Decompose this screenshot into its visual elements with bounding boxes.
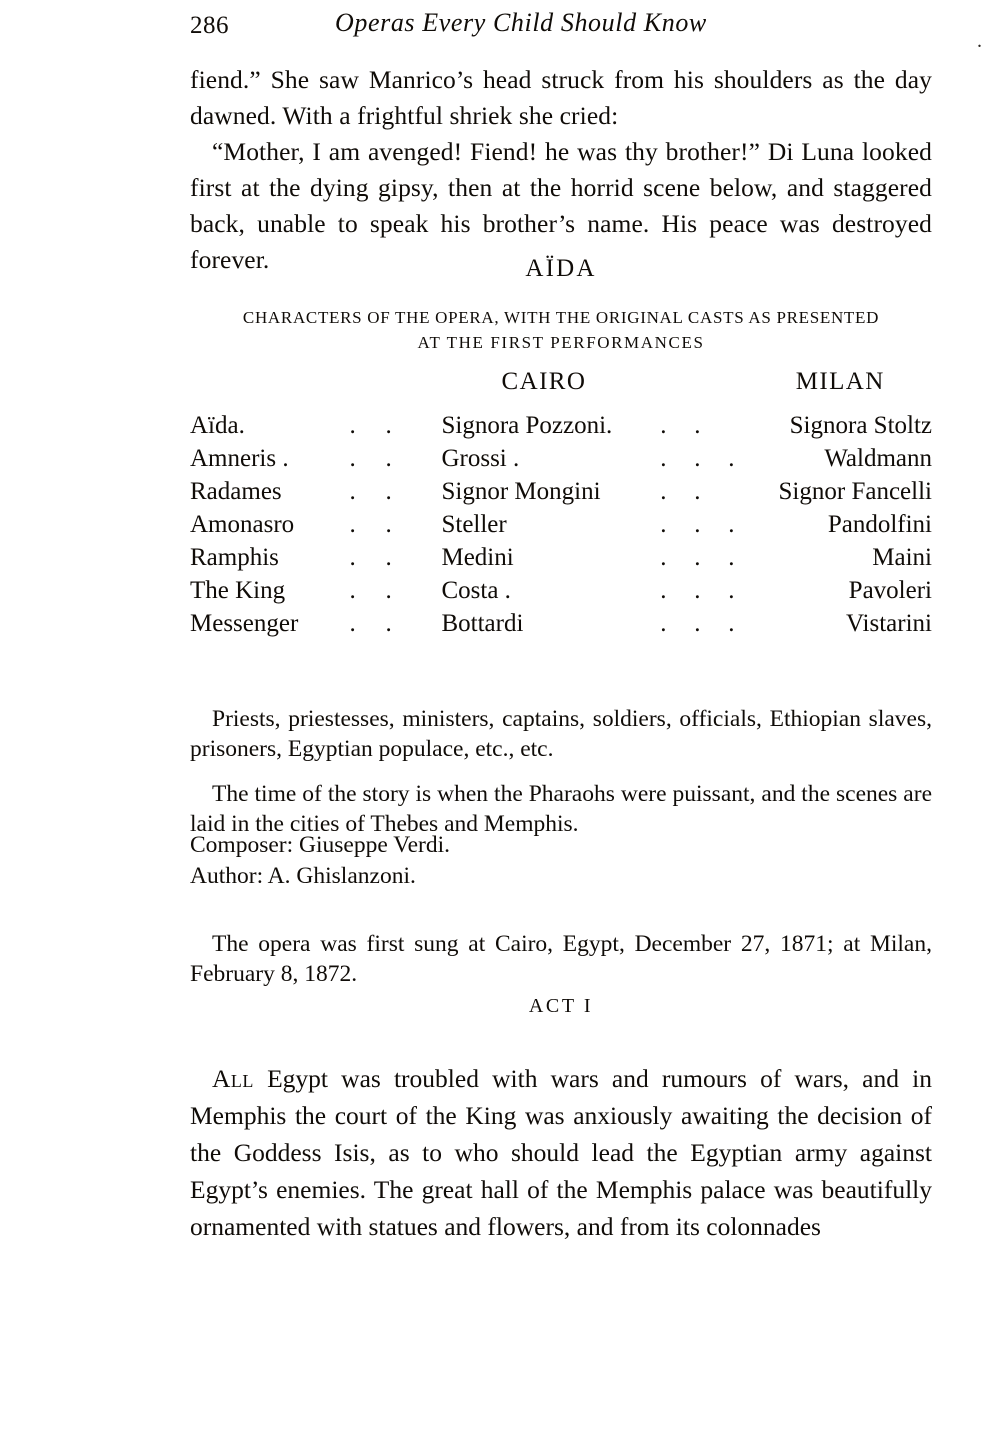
- cast-cairo: Medini: [441, 544, 514, 571]
- leader-dots-role: . .: [349, 478, 392, 505]
- leader-dots-cairo: . . .: [660, 577, 735, 604]
- column-header-cairo: CAIRO: [501, 368, 587, 395]
- paragraph-dialogue: “Mother, I am avenged! Fiend! he was thy brother!” Di Luna looked first at the dying gipsy, then at the horrid scene below, and staggered back, unable to speak his brother’s name. His peace was destroyed forever.: [190, 137, 932, 274]
- leader-dots-role: . .: [349, 544, 392, 571]
- table-row: [190, 511, 932, 544]
- composer-line: Composer: Giuseppe Verdi.: [190, 832, 450, 858]
- cast-caption-line-2: AT THE FIRST PERFORMANCES: [417, 333, 705, 352]
- cast-cairo: Grossi .: [441, 445, 520, 472]
- leader-dots-cairo: . . .: [660, 544, 735, 571]
- cast-milan: Vistarini: [846, 610, 932, 637]
- leader-dots-role: . .: [349, 511, 392, 538]
- act-opening-paragraph: [190, 1060, 932, 1245]
- drop-cap-word: All: [212, 1064, 254, 1093]
- cast-milan: Pandolfini: [827, 511, 932, 538]
- running-head: [190, 8, 950, 48]
- cast-caption: [190, 305, 932, 355]
- cast-table: [190, 368, 932, 643]
- opera-title: AÏDA: [525, 255, 597, 282]
- note-time-and-place: The time of the story is when the Pharaohs were puissant, and the scenes are laid in the cities of Thebes and Memphis.: [190, 780, 932, 837]
- leader-dots-role: . .: [349, 610, 392, 637]
- table-row: [190, 412, 932, 445]
- act-heading: ACT I: [528, 995, 594, 1017]
- cast-role: Amonasro: [190, 511, 295, 538]
- author-line: Author: A. Ghislanzoni.: [190, 863, 416, 889]
- table-row: [190, 544, 932, 577]
- cast-milan: Signor Fancelli: [778, 478, 932, 505]
- cast-role: The King: [190, 577, 286, 604]
- cast-role: Aïda.: [190, 412, 245, 439]
- paragraph-continuation: fiend.” She saw Manrico’s head struck from his shoulders as the day dawned. With a frightful shriek she cried:: [190, 65, 932, 130]
- column-header-role: [190, 368, 335, 412]
- book-title: Operas Every Child Should Know: [335, 8, 707, 37]
- note-first-performance: The opera was first sung at Cairo, Egypt, December 27, 1871; at Milan, February 8, 1872.: [190, 930, 932, 987]
- cast-milan: Pavoleri: [848, 577, 932, 604]
- credits-block: [190, 830, 932, 892]
- cast-cairo: Costa .: [441, 577, 511, 604]
- leader-dots-role: . .: [349, 412, 392, 439]
- cast-cairo: Bottardi: [441, 610, 524, 637]
- table-row: [190, 478, 932, 511]
- cast-milan: Maini: [872, 544, 932, 571]
- note-supporting-characters: Priests, priestesses, ministers, captains, soldiers, officials, Ethiopian slaves, prisoners, Egyptian populace, etc., etc.: [190, 705, 932, 762]
- cast-role: Amneris .: [190, 445, 289, 472]
- leader-dots-cairo: . . .: [660, 445, 735, 472]
- leader-dots-role: . .: [349, 577, 392, 604]
- cast-role: Messenger: [190, 610, 299, 637]
- table-row: [190, 445, 932, 478]
- cast-role: Ramphis: [190, 544, 279, 571]
- column-spacer-1: [335, 368, 442, 412]
- column-spacer-2: [646, 368, 748, 412]
- cast-caption-line-1: CHARACTERS OF THE OPERA, WITH THE ORIGINAL CASTS AS PRESENTED: [242, 308, 880, 327]
- cast-cairo: Signor Mongini: [441, 478, 601, 505]
- cast-cairo: Signora Pozzoni.: [441, 412, 613, 439]
- leader-dots-cairo: . .: [660, 412, 701, 439]
- leader-dots-cairo: . . .: [660, 511, 735, 538]
- act-paragraph-text: Egypt was troubled with wars and rumours of wars, and in Memphis the court of the King was anxiously awaiting the decision of the Goddess Isis, as to who should lead the Egyptian army against Egypt’s enemies. The great hall of the Memphis palace was beautifully ornamented with statues and flowers, and from its colonnades: [190, 1064, 932, 1241]
- leader-dots-cairo: . . .: [660, 610, 735, 637]
- page-number: 286: [190, 12, 229, 39]
- table-row: [190, 610, 932, 643]
- cast-milan: Signora Stoltz: [789, 412, 932, 439]
- column-header-milan: MILAN: [795, 368, 885, 395]
- act-body: [190, 1060, 932, 1245]
- table-row: [190, 577, 932, 610]
- margin-mark: .: [977, 30, 982, 52]
- cast-cairo: Steller: [441, 511, 507, 538]
- top-passage: [190, 62, 932, 278]
- cast-table-header-row: [190, 368, 932, 412]
- cast-role: Radames: [190, 478, 282, 505]
- leader-dots-role: . .: [349, 445, 392, 472]
- cast-milan: Waldmann: [824, 445, 932, 472]
- leader-dots-cairo: . .: [660, 478, 701, 505]
